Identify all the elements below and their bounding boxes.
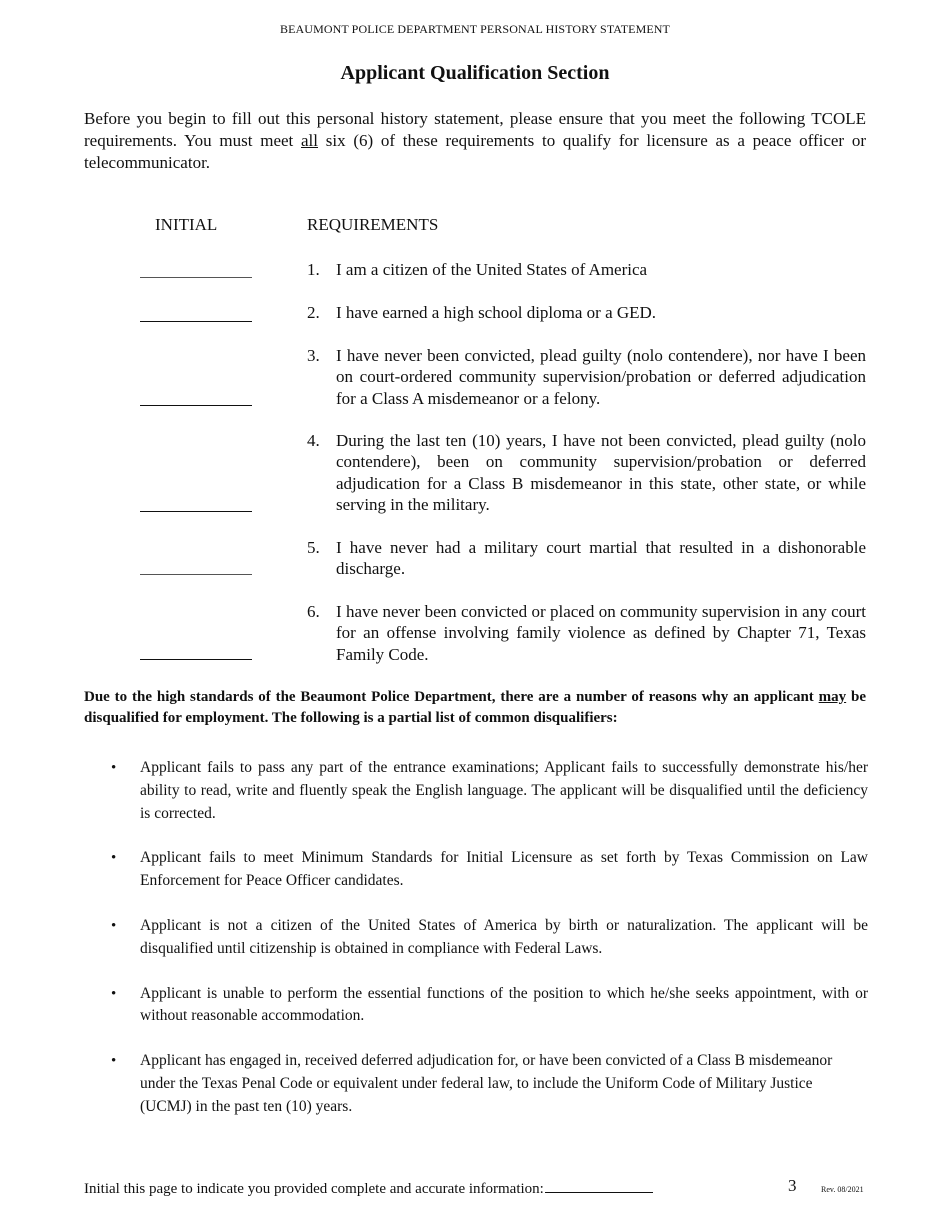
disqualifier-text: Applicant has engaged in, received deferred adjudication for, or have been convicted of a Class B misdemeanor under the Texas Penal Code or equivalent under federal law, to include the Uniform Code of Military Justice (UCMJ) in the past ten (10) years. — [140, 1052, 833, 1115]
requirement-item — [307, 601, 866, 665]
intro-underlined-word: all — [301, 131, 319, 150]
disqualifier-text: Applicant is unable to perform the essential functions of the position to which he/she seeks appointment, with or without reasonable accommodation. — [140, 984, 868, 1025]
running-header: BEAUMONT POLICE DEPARTMENT PERSONAL HISTORY STATEMENT — [280, 22, 670, 36]
bullet-icon: • — [111, 985, 117, 1002]
requirement-text: During the last ten (10) years, I have not been convicted, plead guilty (nolo contendere), been on community supervision/probation or deferred adjudication for a Class B misdemeanor in this state, other state, or while serving in the military. — [336, 431, 866, 514]
disqualifiers-intro-start: Due to the high standards of the Beaumont Police Department, there are a number of reasons why an applicant — [84, 689, 819, 705]
requirement-text: I have never been convicted, plead guilty (nolo contendere), nor have I been on court-ordered community supervision/probation or deferred adjudication for a Class A misdemeanor or a felony. — [336, 346, 866, 408]
disqualifier-list — [0, 757, 950, 1141]
requirement-text: I am a citizen of the United States of America — [336, 260, 648, 279]
initial-field-2[interactable] — [140, 321, 252, 322]
disqualifier-text: Applicant fails to meet Minimum Standards for Initial Licensure as set forth by Texas Commission on Law Enforcement for Peace Officer candidates. — [140, 849, 868, 890]
disqualifier-item — [111, 983, 868, 1029]
initial-field-3[interactable] — [140, 405, 252, 406]
requirement-item — [307, 259, 866, 280]
disqualifier-item — [111, 915, 868, 961]
initial-field-5[interactable] — [140, 574, 252, 575]
initial-field-6[interactable] — [140, 659, 252, 660]
disqualifier-item — [111, 1050, 868, 1118]
intro-text-start: Before you begin to fill out this personal history statement, please ensure that you meet the following TCOLE requirements. You must meet — [84, 109, 866, 150]
requirement-item — [307, 537, 866, 580]
requirement-number: 6. — [307, 602, 320, 621]
footer-initial-prompt — [84, 1178, 653, 1198]
disqualifiers-intro — [84, 687, 866, 729]
disqualifier-item — [111, 847, 868, 893]
footer-initial-field[interactable] — [545, 1178, 653, 1193]
requirement-item — [307, 430, 866, 515]
section-title: Applicant Qualification Section — [340, 62, 610, 84]
disqualifiers-intro-end: be disqualified for employment. The following is a partial list of common disqualifiers: — [84, 689, 866, 726]
requirement-number: 1. — [307, 260, 320, 279]
requirement-text: I have earned a high school diploma or a GED. — [336, 303, 657, 322]
bullet-icon: • — [111, 850, 117, 867]
requirements-column-header: REQUIREMENTS — [307, 215, 439, 234]
requirement-number: 5. — [307, 538, 320, 557]
initial-field-4[interactable] — [140, 511, 252, 512]
page-number: 3 — [788, 1176, 797, 1195]
requirement-number: 2. — [307, 303, 320, 322]
disqualifier-text: Applicant is not a citizen of the United States of America by birth or naturalization. The applicant will be disqualified until citizenship is obtained in compliance with Federal Laws. — [140, 916, 868, 957]
footer-prompt-text: Initial this page to indicate you provided complete and accurate information: — [84, 1181, 544, 1197]
requirement-number: 3. — [307, 346, 320, 365]
bullet-icon: • — [111, 760, 117, 776]
initial-field-1[interactable] — [140, 277, 252, 278]
bullet-icon: • — [111, 1053, 117, 1070]
disqualifier-text: Applicant fails to pass any part of the entrance examinations; Applicant fails to successfully demonstrate his/her ability to read, write and fluently speak the English language. The applicant will be disqualified until the deficiency is corrected. — [140, 759, 868, 822]
initial-column-header: INITIAL — [155, 215, 218, 234]
disqualifiers-intro-underlined: may — [818, 689, 847, 705]
requirement-text: I have never had a military court martial that resulted in a dishonorable discharge. — [336, 538, 866, 579]
requirement-item — [307, 345, 866, 409]
disqualifier-item — [111, 757, 868, 825]
requirement-text: I have never been convicted or placed on community supervision in any court for an offense involving family violence as defined by Chapter 71, Texas Family Code. — [336, 602, 866, 664]
revision-date: Rev. 08/2021 — [821, 1185, 864, 1194]
intro-text-end: six (6) of these requirements to qualify for licensure as a peace officer or telecommunicator. — [84, 131, 866, 172]
requirement-number: 4. — [307, 431, 320, 450]
bullet-icon: • — [111, 917, 117, 934]
requirement-item — [307, 302, 866, 323]
intro-paragraph — [84, 108, 866, 174]
